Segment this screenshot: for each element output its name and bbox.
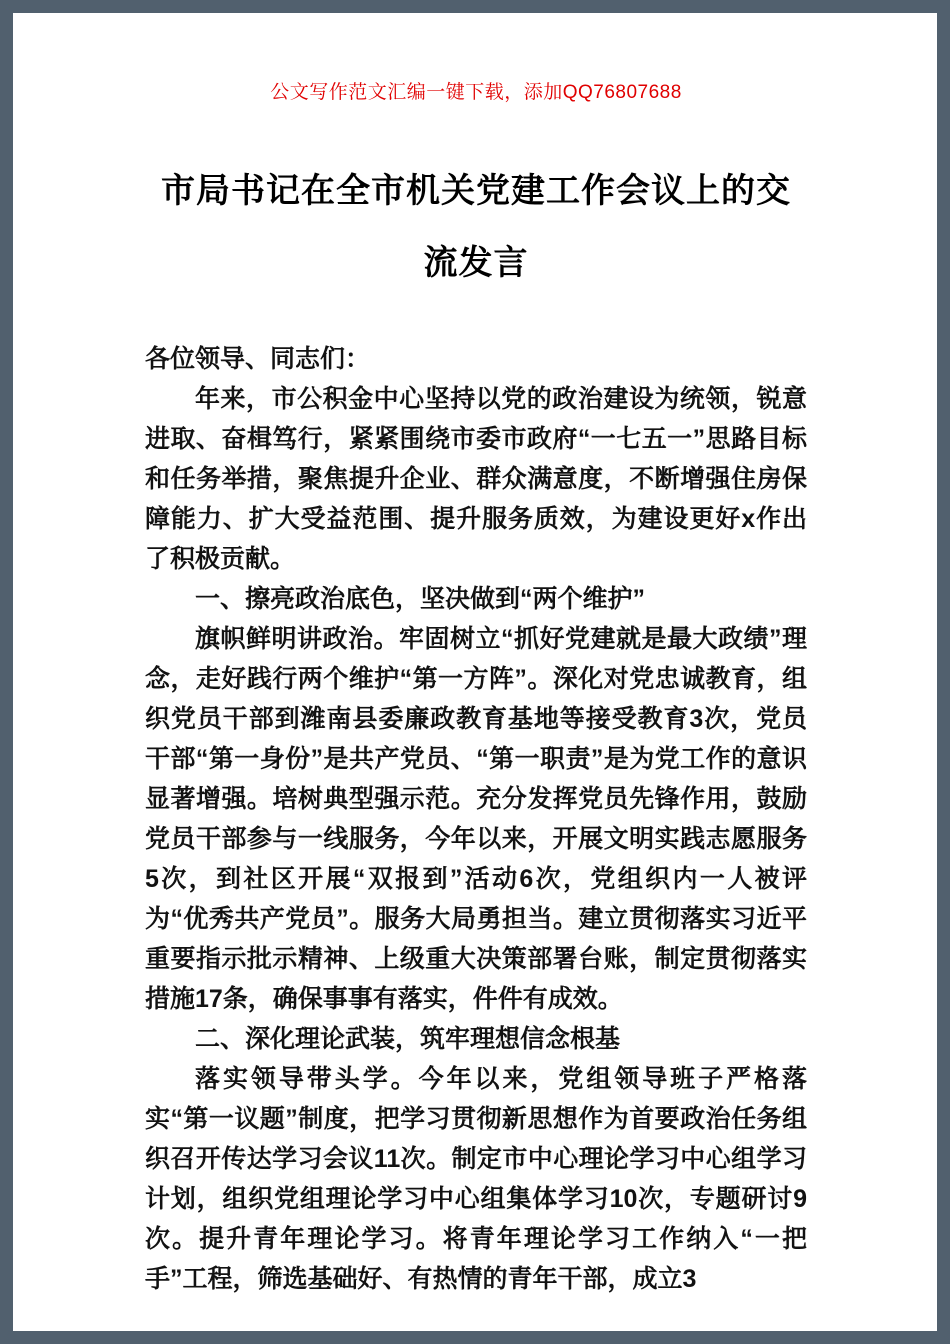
body-paragraph: 旗帜鲜明讲政治。牢固树立“抓好党建就是最大政绩”理念，走好践行两个维护“第一方阵”。深化对党忠诚教育，组织党员干部到潍南县委廉政教育基地等接受教育3次，党员干部“第一身份”是共产党员、“第一职责”是为党工作的意识显著增强。培树典型强示范。充分发挥党员先锋作用，鼓励党员干部参与一线服务，今年以来，开展文明实践志愿服务5次，到社区开展“双报到”活动6次，党组织内一人被评为“优秀共产党员”。服务大局勇担当。建立贯彻落实习近平重要指示批示精神、上级重大决策部署台账，制定贯彻落实措施17条，确保事事有落实，件件有成效。 [145, 625, 807, 1013]
document-page [13, 13, 937, 1331]
body-paragraph: 落实领导带头学。今年以来，党组领导班子严格落实“第一议题”制度，把学习贯彻新思想作为首要政治任务组织召开传达学习会议11次。制定市中心理论学习中心组学习计划，组织党组理论学习中心组集体学习10次，专题研讨9次。提升青年理论学习。将青年理论学习工作纳入“一把手”工程，筛选基础好、有热情的青年干部，成立3 [145, 1065, 807, 1293]
document-title-line-1: 市局书记在全市机关党建工作会议上的交 [161, 172, 791, 210]
salutation-paragraph: 各位领导、同志们： [145, 345, 371, 373]
header-notice: 公文写作范文汇编一键下载，添加QQ76807688 [270, 82, 682, 103]
document-title-line-2: 流发言 [423, 244, 529, 282]
body-paragraph: 年来，市公积金中心坚持以党的政治建设为统领，锐意进取、奋楫笃行，紧紧围绕市委市政府“一七五一”思路目标和任务举措，聚焦提升企业、群众满意度，不断增强住房保障能力、扩大受益范围、提升服务质效，为建设更好x作出了积极贡献。 [145, 385, 807, 573]
document-body [145, 339, 807, 1299]
document-title [145, 155, 807, 299]
section-heading-2: 二、深化理论武装，筑牢理想信念根基 [195, 1025, 621, 1053]
section-heading-1: 一、擦亮政治底色，坚决做到“两个维护” [195, 585, 646, 613]
